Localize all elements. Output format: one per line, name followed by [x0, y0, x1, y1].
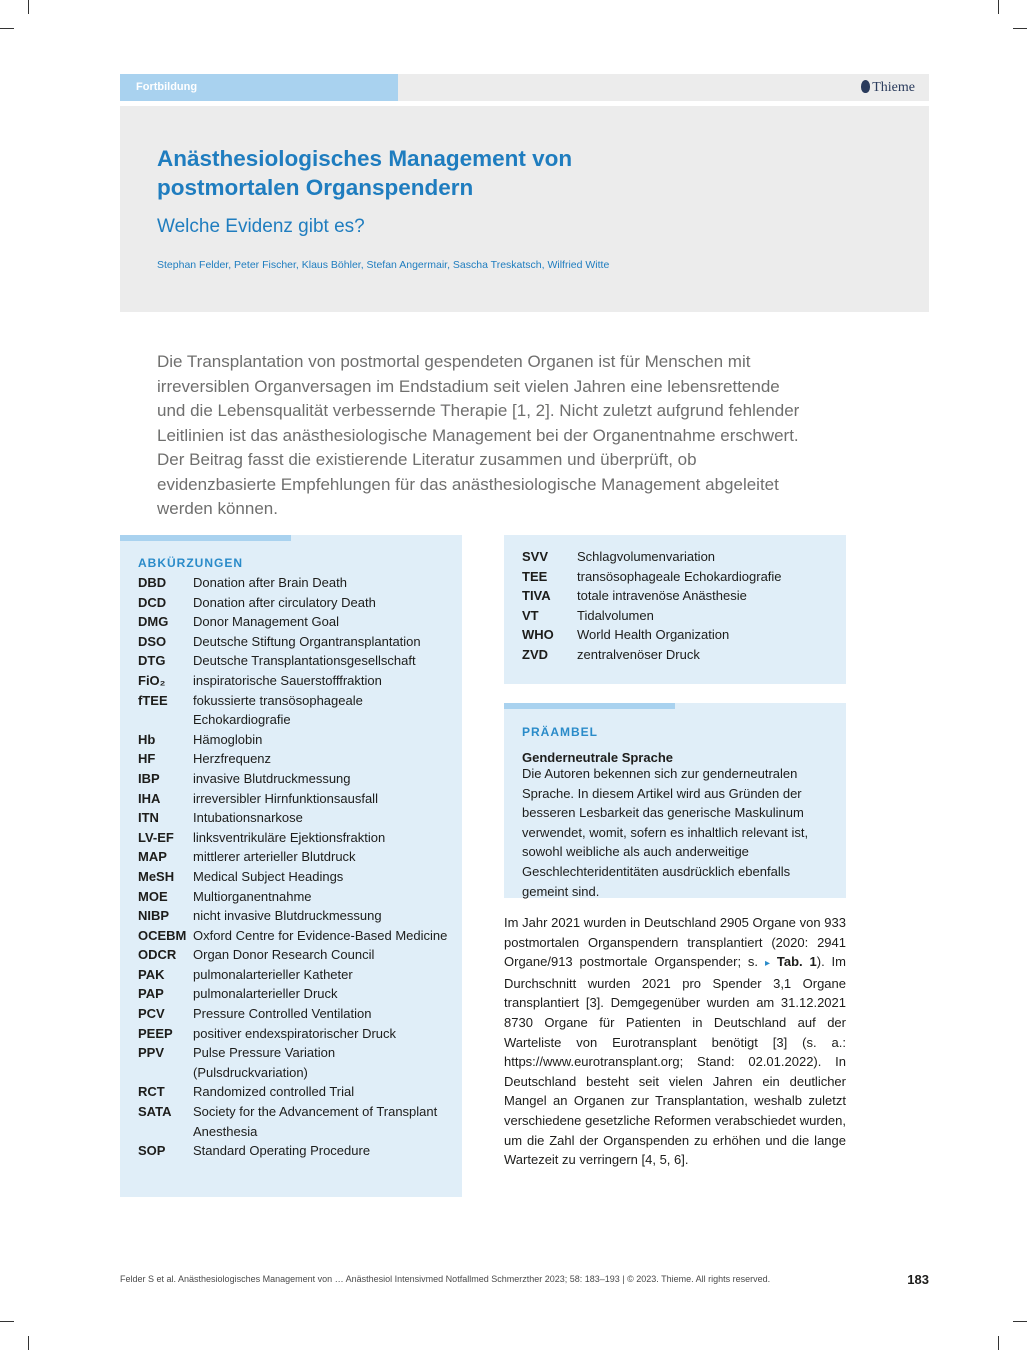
publisher-name: Thieme	[872, 80, 915, 95]
abbreviation-row	[138, 828, 448, 848]
abbreviation-row	[138, 945, 448, 965]
abbreviation-term: IHA	[138, 790, 161, 806]
abbreviation-row	[138, 1082, 448, 1102]
abbreviation-row	[138, 769, 448, 789]
box-accent	[504, 703, 675, 709]
abbreviation-row	[522, 586, 832, 606]
abbreviation-row	[138, 651, 448, 671]
abbreviation-term: TEE	[522, 568, 548, 584]
abbreviation-row	[138, 730, 448, 750]
abbreviation-row	[138, 965, 448, 985]
abbreviation-definition: Pressure Controlled Ventilation	[193, 1006, 372, 1022]
abbreviation-term: DBD	[138, 575, 167, 590]
publisher-logo	[861, 80, 915, 96]
abbreviation-row	[138, 926, 448, 946]
abbreviation-term: Hb	[138, 731, 156, 747]
abbreviation-term: MeSH	[138, 868, 175, 884]
abbreviation-term: RCT	[138, 1084, 165, 1100]
section-bar	[120, 74, 929, 101]
article-subtitle: Welche Evidenz gibt es?	[157, 216, 365, 237]
abbreviation-term: PPV	[138, 1045, 165, 1061]
abbreviation-definition: invasive Blutdruckmessung	[193, 770, 351, 786]
crop-mark	[0, 28, 14, 29]
abbreviation-definition: pulmonalarterieller Katheter	[193, 966, 353, 982]
abbreviation-term: OCEBM	[138, 927, 187, 943]
abbreviation-term: MAP	[138, 849, 167, 865]
abbreviation-row	[522, 625, 832, 645]
abbreviation-term: NIBP	[138, 908, 170, 924]
abbreviation-term: IBP	[138, 770, 160, 786]
body-text-part: ). Im Durchschnitt wurden 2021 pro Spender 3,1 Organe transplantiert [3]. Demgegenüber wurden am 31.12.2021 8730 Organe für Patienten in Deutschland auf der Warteliste von Eurotransplant benötigt [3] (s. a.: https://www.eurotransplant.org; Stand: 02.01.2022). In Deutschland besteht seit vielen Jahren ein deutlicher Mangel an Organen zur Transplantation, weshalb zuletzt verschiedene gesetzliche Reformen verabschiedet wurden, um die Zahl der Organspenden zu erhöhen und die lange Wartezeit zu verringern [4, 5, 6].	[504, 954, 846, 1168]
abbreviation-row	[138, 691, 448, 730]
crop-mark	[998, 0, 999, 14]
crop-mark	[998, 1336, 999, 1350]
abbreviation-definition: positiver endexspiratorischer Druck	[193, 1025, 397, 1041]
abbreviation-definition: Schlagvolumenvariation	[577, 549, 716, 564]
abbreviation-row	[138, 847, 448, 867]
preamble-box	[504, 703, 846, 898]
abbreviations-box	[120, 535, 462, 1197]
abbreviation-row	[138, 906, 448, 926]
abbreviation-row	[522, 606, 832, 626]
abbreviation-term: DMG	[138, 614, 169, 630]
abbreviation-definition: fokussierte transösophageale Echokardiografie	[193, 692, 363, 728]
abbreviation-definition: pulmonalarterieller Druck	[193, 986, 338, 1002]
abbreviation-row	[138, 1024, 448, 1044]
abbreviation-term: PEEP	[138, 1025, 173, 1041]
abbreviation-definition: Pulse Pressure Variation (Pulsdruckvariation)	[193, 1045, 336, 1080]
abbreviation-term: MOE	[138, 888, 168, 904]
preamble-heading: Genderneutrale Sprache	[522, 750, 673, 765]
preamble-text: Die Autoren bekennen sich zur genderneutralen Sprache. In diesem Artikel wird aus Gründen der besseren Lesbarkeit das generische Maskulinum verwendet, womit, sofern es inhaltlich relevant ist, sowohl weibliche als auch anderweitige Geschlechteridentitäten ausdrücklich ebenfalls gemeint sind.	[522, 766, 809, 899]
abbreviations-list	[138, 573, 448, 1161]
abbreviation-term: DSO	[138, 633, 167, 649]
abbreviation-row	[138, 1004, 448, 1024]
abbreviation-term: PAK	[138, 966, 165, 982]
crop-mark	[0, 1321, 14, 1322]
abbreviation-definition: Intubationsnarkose	[193, 810, 303, 826]
abbreviation-definition: nicht invasive Blutdruckmessung	[193, 908, 382, 924]
abbreviations-title: ABKÜRZUNGEN	[138, 556, 243, 570]
abbreviation-row	[522, 567, 832, 587]
footer-citation: Felder S et al. Anästhesiologisches Management von … Anästhesiol Intensivmed Notfallmed Schmerzther 2023; 58: 183–193 | © 2023. Thieme. All rights reserved.	[120, 1274, 771, 1284]
abbreviation-definition: Donor Management Goal	[193, 614, 339, 630]
abbreviation-term: VT	[522, 607, 539, 623]
abbreviation-definition: transösophageale Echokardiografie	[577, 568, 782, 584]
abbreviation-row	[138, 573, 448, 593]
author-list: Stephan Felder, Peter Fischer, Klaus Böhler, Stefan Angermair, Sascha Treskatsch, Wilfried Witte	[157, 259, 610, 271]
abbreviation-definition: Deutsche Transplantationsgesellschaft	[193, 653, 416, 669]
preamble-title: PRÄAMBEL	[522, 725, 598, 739]
abbreviation-row	[138, 632, 448, 652]
abbreviation-term: LV-EF	[138, 829, 174, 845]
abbreviation-row	[138, 671, 448, 691]
abbreviation-definition: Hämoglobin	[193, 731, 263, 747]
box-accent	[120, 535, 291, 541]
abbreviation-definition: Deutsche Stiftung Organtransplantation	[193, 633, 421, 649]
section-label: Fortbildung	[120, 74, 398, 101]
crop-mark	[1013, 1321, 1027, 1322]
abbreviation-term: SATA	[138, 1104, 172, 1120]
abbreviation-definition: World Health Organization	[577, 627, 730, 643]
crop-mark	[28, 1336, 29, 1350]
abbreviation-definition: Randomized controlled Trial	[193, 1084, 355, 1100]
abbreviations-list-continued	[522, 547, 832, 665]
abbreviation-definition: Standard Operating Procedure	[193, 1143, 371, 1159]
abbreviation-definition: linksventrikuläre Ejektionsfraktion	[193, 829, 386, 845]
abbreviation-definition: Multiorganentnahme	[193, 888, 312, 904]
abbreviation-definition: Herzfrequenz	[193, 751, 272, 767]
abbreviations-continued-box	[504, 535, 846, 684]
abbreviation-definition: Medical Subject Headings	[193, 868, 344, 884]
page-number: 183	[907, 1272, 929, 1287]
abbreviation-term: fTEE	[138, 692, 168, 708]
abbreviation-definition: Donation after circulatory Death	[193, 594, 376, 610]
abbreviation-row	[138, 1102, 448, 1141]
abbreviation-definition: irreversibler Hirnfunktionsausfall	[193, 790, 378, 806]
table-reference-link[interactable]: Tab. 1	[776, 954, 817, 970]
body-text-part: Im Jahr 2021 wurden in Deutschland 2905 Organe von 933 postmortalen Organspendern transplantiert (2020: 2941 Organe/913 postmortale Organspender; s.	[504, 915, 846, 970]
abbreviation-definition: zentralvenöser Druck	[577, 646, 700, 662]
thieme-logo-icon	[861, 80, 870, 93]
abbreviation-term: HF	[138, 751, 156, 767]
abbreviation-definition: Society for the Advancement of Transplant Anesthesia	[193, 1104, 438, 1139]
abbreviation-definition: Donation after Brain Death	[193, 575, 347, 590]
abbreviation-row	[138, 984, 448, 1004]
abbreviation-row	[522, 645, 832, 665]
crop-mark	[28, 0, 29, 14]
abstract: Die Transplantation von postmortal gespendeten Organen ist für Menschen mit irreversiblen Organversagen im Endstadium seit vielen Jahren eine lebensrettende und die Lebensqualität verbessernde Therapie [1, 2]. Nicht zuletzt aufgrund fehlender Leitlinien ist das anästhesiologische Management bei der Organentnahme erschwert. Der Beitrag fasst die existierende Literatur zusammen und überprüft, ob evidenzbasierte Empfehlungen für das anästhesiologische Management abgeleitet werden können.	[157, 352, 800, 518]
abbreviation-row	[138, 1043, 448, 1082]
abbreviation-term: ITN	[138, 810, 159, 826]
abbreviation-term: ODCR	[138, 947, 177, 963]
abbreviation-term: SVV	[522, 549, 549, 564]
abbreviation-row	[138, 867, 448, 887]
abbreviation-definition: Organ Donor Research Council	[193, 947, 375, 963]
article-title: Anästhesiologisches Management von postmortalen Organspendern	[157, 146, 573, 200]
abbreviation-row	[138, 808, 448, 828]
abbreviation-term: DTG	[138, 653, 166, 669]
abbreviation-term: PAP	[138, 986, 164, 1002]
crop-mark	[1013, 28, 1027, 29]
abbreviation-term: WHO	[522, 627, 554, 643]
abbreviation-row	[138, 887, 448, 907]
abbreviation-row	[522, 547, 832, 567]
abbreviation-row	[138, 749, 448, 769]
abbreviation-definition: totale intravenöse Anästhesie	[577, 588, 747, 604]
abbreviation-definition: mittlerer arterieller Blutdruck	[193, 849, 356, 865]
body-paragraph	[504, 913, 846, 1170]
abbreviation-term: PCV	[138, 1006, 165, 1022]
abbreviation-row	[138, 612, 448, 632]
table-reference-arrow-icon: ▸	[764, 958, 770, 970]
abbreviation-row	[138, 789, 448, 809]
abbreviation-row	[138, 1141, 448, 1161]
abbreviation-definition: inspiratorische Sauerstofffraktion	[193, 672, 382, 688]
abbreviation-row	[138, 593, 448, 613]
article-header	[120, 106, 929, 312]
abbreviation-term: TIVA	[522, 588, 551, 604]
abbreviation-term: SOP	[138, 1143, 166, 1159]
abbreviation-term: FiO₂	[138, 672, 166, 688]
abbreviation-definition: Oxford Centre for Evidence-Based Medicine	[193, 927, 448, 943]
abbreviation-term: DCD	[138, 594, 167, 610]
abbreviation-definition: Tidalvolumen	[577, 607, 654, 623]
abbreviation-term: ZVD	[522, 646, 548, 662]
